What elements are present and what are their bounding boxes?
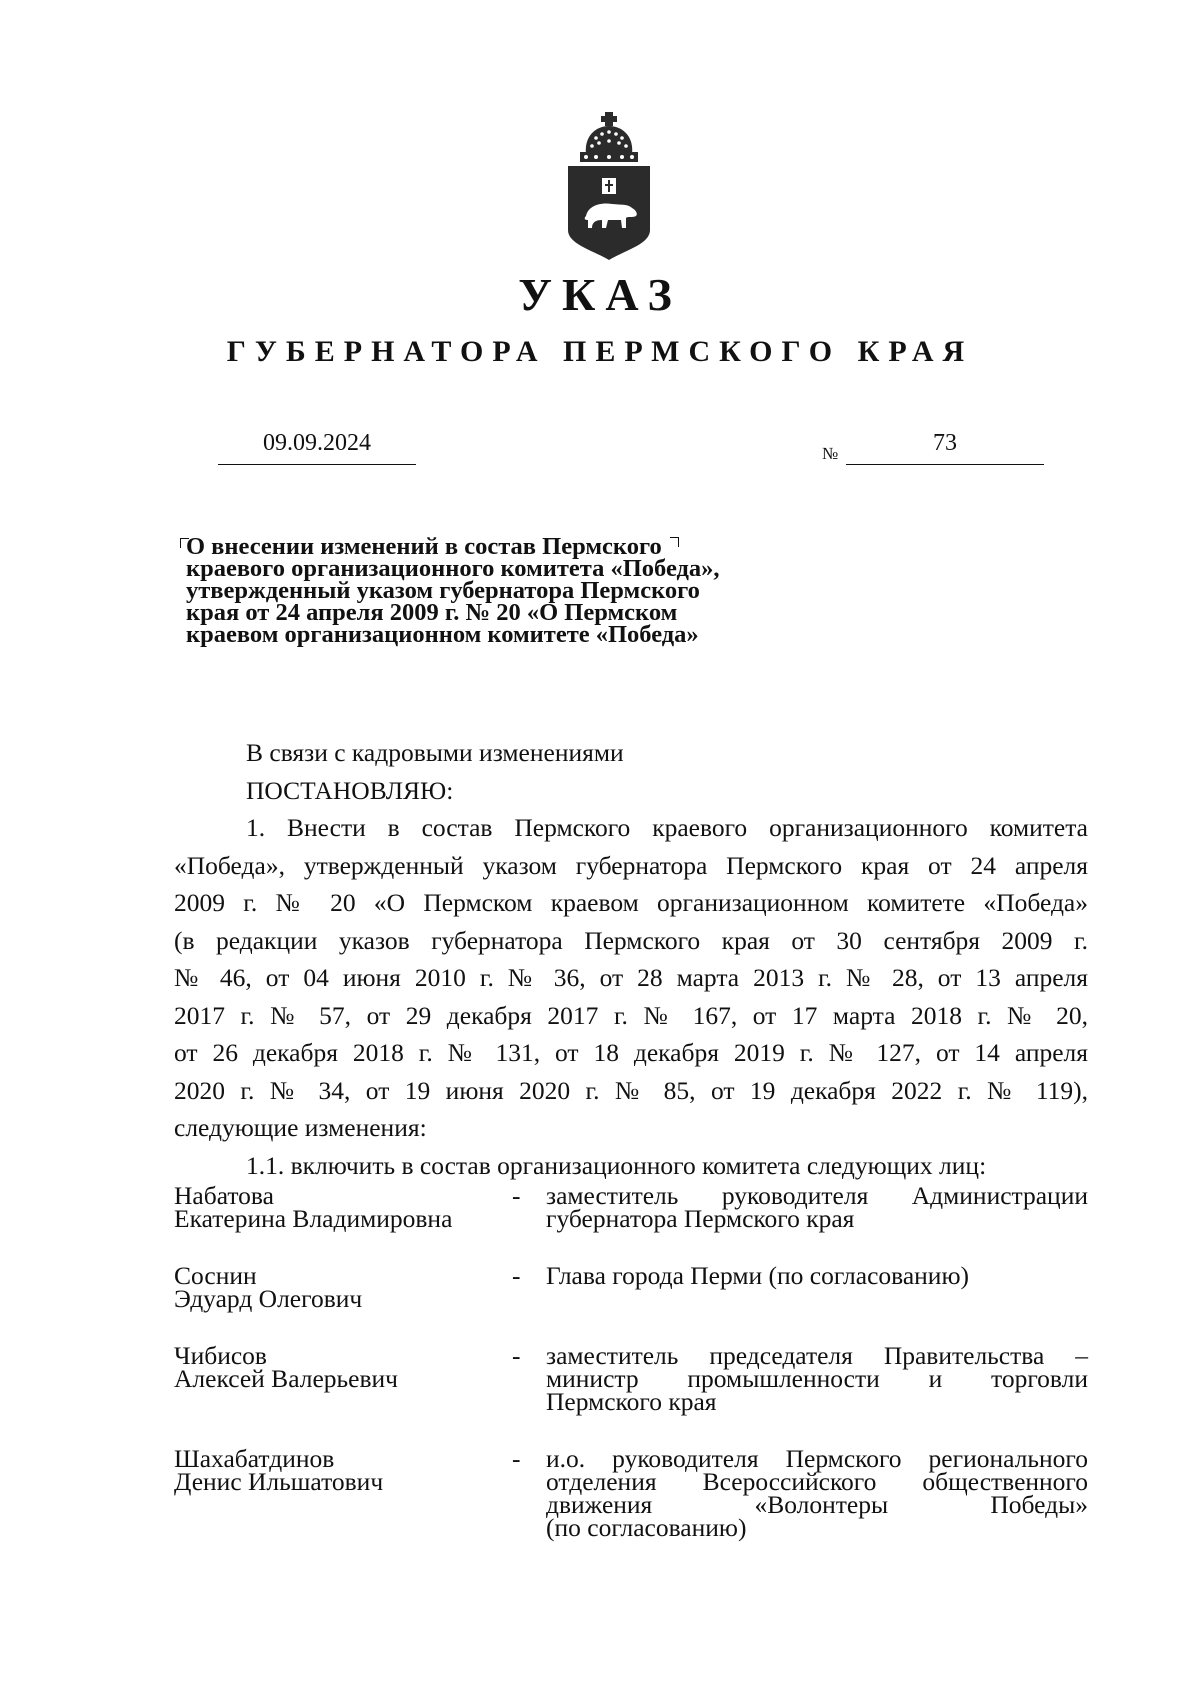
item-1-line: 2020 г. № 34, от 19 июня 2020 г. № 85, от 19 декабря 2022 г. № 119), (174, 1075, 1088, 1105)
role-line: Пермского края (546, 1387, 717, 1416)
person-surname: Набатова (174, 1181, 274, 1210)
person-surname: Шахабатдинов (174, 1444, 335, 1473)
item-1-line: от 26 декабря 2018 г. № 131, от 18 декабря 2019 г. № 127, от 14 апреля (174, 1038, 1088, 1067)
document-number (846, 426, 1044, 465)
person-dash: - (512, 1341, 521, 1370)
person-role (546, 1341, 1088, 1416)
person-dash: - (512, 1261, 521, 1290)
document-number-value: 73 (933, 430, 957, 456)
item-1-line: 1. Внести в состав Пермского краевого организационного комитета (246, 813, 1088, 842)
person-dash: - (512, 1444, 521, 1473)
person-name (174, 1444, 512, 1539)
role-line: Глава города Перми (по согласованию) (546, 1261, 969, 1290)
role-line: отделения Всероссийского общественного (546, 1467, 1088, 1496)
person-given-name: Денис Ильшатович (174, 1467, 384, 1496)
person-entry (174, 1181, 1088, 1233)
subject-line: О внесении изменений в состав Пермского (186, 533, 662, 560)
persons-list (174, 1181, 1088, 1573)
perm-krai-coat-of-arms-icon (566, 112, 652, 260)
role-line: заместитель председателя Правительства – (546, 1341, 1088, 1370)
document-title: УКАЗ (518, 269, 682, 320)
number-sign: № (822, 444, 839, 463)
person-given-name: Алексей Валерьевич (174, 1364, 398, 1393)
document-subject (186, 533, 826, 648)
item-1-line: 2017 г. № 57, от 29 декабря 2017 г. № 167, от 17 марта 2018 г. № 20, (174, 1000, 1088, 1030)
subject-line: краевого организационного комитета «Победа», (186, 555, 720, 582)
person-name (174, 1181, 512, 1233)
role-line: и.о. руководителя Пермского регионального (546, 1444, 1088, 1473)
person-dash: - (512, 1181, 521, 1210)
person-role (546, 1444, 1088, 1542)
person-role (546, 1181, 1088, 1233)
person-given-name: Екатерина Владимировна (174, 1204, 453, 1233)
person-entry (174, 1261, 1088, 1313)
person-surname: Чибисов (174, 1341, 267, 1370)
person-entry (174, 1444, 1088, 1542)
person-role (546, 1261, 1088, 1310)
person-surname: Соснин (174, 1261, 257, 1290)
item-1-line: «Победа», утвержденный указом губернатора Пермского края от 24 апреля (174, 850, 1088, 880)
item-1-line: (в редакции указов губернатора Пермского края от 30 сентября 2009 г. (174, 925, 1088, 955)
person-name (174, 1261, 512, 1313)
subject-line: утвержденный указом губернатора Пермского (186, 577, 700, 604)
person-name (174, 1341, 512, 1413)
item-1-1: 1.1. включить в состав организационного комитета следующих лиц: (246, 1150, 987, 1180)
document-date: 09.09.2024 (218, 426, 416, 465)
role-line: губернатора Пермского края (546, 1204, 855, 1233)
decree-word: ПОСТАНОВЛЯЮ: (246, 775, 454, 805)
role-line: (по согласованию) (546, 1513, 747, 1542)
role-line: движения «Волонтеры Победы» (546, 1490, 1088, 1519)
document-body (174, 734, 1088, 1184)
item-1-line: следующие изменения: (174, 1113, 427, 1142)
document-subtitle: ГУБЕРНАТОРА ПЕРМСКОГО КРАЯ (226, 335, 974, 368)
person-given-name: Эдуард Олегович (174, 1284, 363, 1313)
subject-line: краевом организационном комитете «Победа» (186, 621, 699, 648)
role-line: министр промышленности и торговли (546, 1364, 1088, 1393)
item-1-line: № 46, от 04 июня 2010 г. № 36, от 28 марта 2013 г. № 28, от 13 апреля (174, 963, 1088, 992)
subject-line: края от 24 апреля 2009 г. № 20 «О Пермском (186, 599, 678, 626)
intro-paragraph: В связи с кадровыми изменениями (246, 738, 624, 767)
person-entry (174, 1341, 1088, 1416)
item-1-line: 2009 г. № 20 «О Пермском краевом организационном комитете «Победа» (174, 888, 1088, 917)
role-line: заместитель руководителя Администрации (546, 1181, 1088, 1210)
